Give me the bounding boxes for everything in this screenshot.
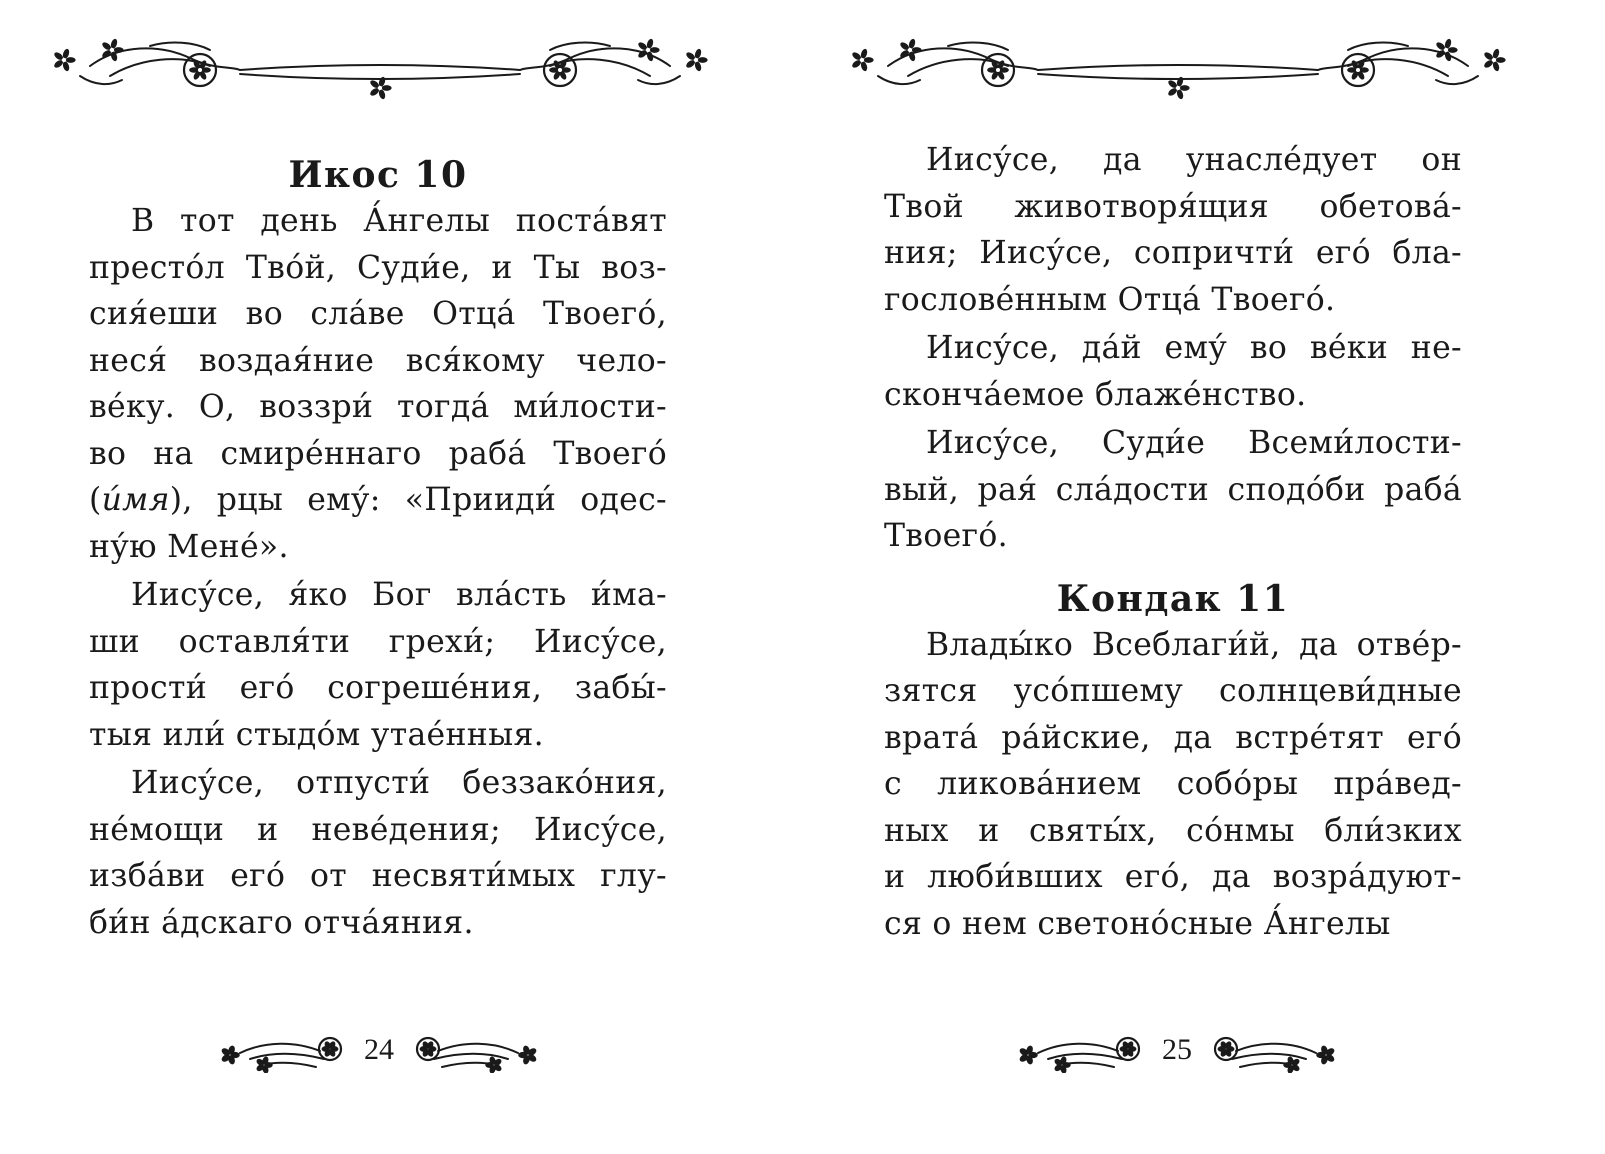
text-line: Твой животворя́щия обетова́- (884, 188, 1462, 225)
right-page-text (884, 137, 1462, 949)
paragraph (884, 420, 1462, 560)
text-line: ных и святы́х, со́нмы бли́зких (884, 812, 1462, 849)
floral-scroll-icon (50, 36, 710, 106)
paragraph (884, 622, 1462, 948)
footer-ornament-right (1206, 1027, 1336, 1073)
paragraph (89, 198, 667, 570)
text-line: ши оставля́ти грехи́; Иису́се, (89, 623, 667, 660)
paragraph-group (89, 198, 667, 946)
floral-header-ornament (848, 36, 1508, 106)
text-line: Иису́се, я́ко Бог вла́сть и́ма- (131, 577, 667, 613)
name-placeholder: и́мя (101, 482, 170, 518)
text-line: неся́ воздая́ние вся́кому чело- (89, 342, 667, 379)
text-line: ния; Иису́се, сопричти́ его́ бла- (884, 235, 1462, 271)
paragraph-group (884, 137, 1462, 560)
text-line: с ликова́нием собо́ры пра́вед- (884, 766, 1462, 802)
section-heading: Кондак 11 (1056, 577, 1290, 620)
left-page (0, 0, 802, 1154)
paragraph-group (884, 622, 1462, 948)
text-line: зятся усо́пшему солнцеви́дные (884, 673, 1462, 709)
text-line: сконча́емое блаже́нство. (884, 376, 1307, 413)
floral-header-ornament (50, 36, 710, 106)
text-line: тыя или́ стыдо́м утае́нныя. (89, 716, 544, 753)
text-line: (и́мя), рцы ему́: «Прииди́ одес- (89, 482, 667, 518)
text-line: ну́ю Мене́». (89, 528, 289, 565)
page-footer (214, 1022, 544, 1078)
right-page (802, 0, 1604, 1154)
paragraph (89, 760, 667, 946)
text-line: ве́ку. О, воззри́ тогда́ ми́лости- (89, 389, 667, 425)
text-line: престо́л Тво́й, Суди́е, и Ты воз- (89, 249, 667, 286)
page-number: 24 (364, 1033, 394, 1066)
text-line: врата́ ра́йские, да встре́тят его́ (884, 719, 1462, 756)
footer-ornament-left (220, 1027, 350, 1073)
text-line: би́н а́дскаго отча́яния. (89, 904, 474, 941)
paragraph (89, 572, 667, 758)
text-line: гослове́нным Отца́ Твоего́. (884, 281, 1336, 318)
text-line: вый, рая́ сла́дости сподо́би раба́ (884, 471, 1462, 508)
footer-ornament-right (408, 1027, 538, 1073)
text-line: изба́ви его́ от несвяти́мых глу- (89, 858, 667, 894)
floral-scroll-icon (848, 36, 1508, 106)
text-line: Влады́ко Всеблаги́й, да отве́р- (926, 626, 1462, 663)
left-page-text (89, 152, 667, 948)
text-line: Твоего́. (884, 518, 1008, 554)
text-line: Иису́се, отпусти́ беззако́ния, (131, 765, 667, 801)
floral-scroll-icon (1206, 1027, 1336, 1073)
text-line: и люби́вших его́, да возра́дуют- (884, 859, 1462, 895)
text-line: Иису́се, да унасле́дует он (926, 142, 1462, 178)
text-line: сия́еши во сла́ве Отца́ Твоего́, (89, 296, 667, 332)
text-line: не́мощи и неве́дения; Иису́се, (89, 811, 667, 848)
paragraph (884, 137, 1462, 323)
footer-ornament-left (1018, 1027, 1148, 1073)
text-line: Иису́се, да́й ему́ во ве́ки не- (926, 330, 1462, 366)
page-number: 25 (1162, 1033, 1192, 1066)
text-line: В тот день А́нгелы поста́вят (131, 203, 667, 239)
floral-scroll-icon (1018, 1027, 1148, 1073)
page-footer (1012, 1022, 1342, 1078)
text-line: во на смире́ннаго раба́ Твоего́ (89, 435, 667, 472)
section-heading: Икос 10 (288, 154, 468, 196)
text-line: Иису́се, Суди́е Всеми́лости- (926, 425, 1462, 461)
floral-scroll-icon (408, 1027, 538, 1073)
floral-scroll-icon (220, 1027, 350, 1073)
paragraph (884, 325, 1462, 418)
text-line: прости́ его́ согреше́ния, забы́- (89, 670, 667, 706)
text-line: ся о нем светоно́сные А́нгелы (884, 905, 1391, 942)
